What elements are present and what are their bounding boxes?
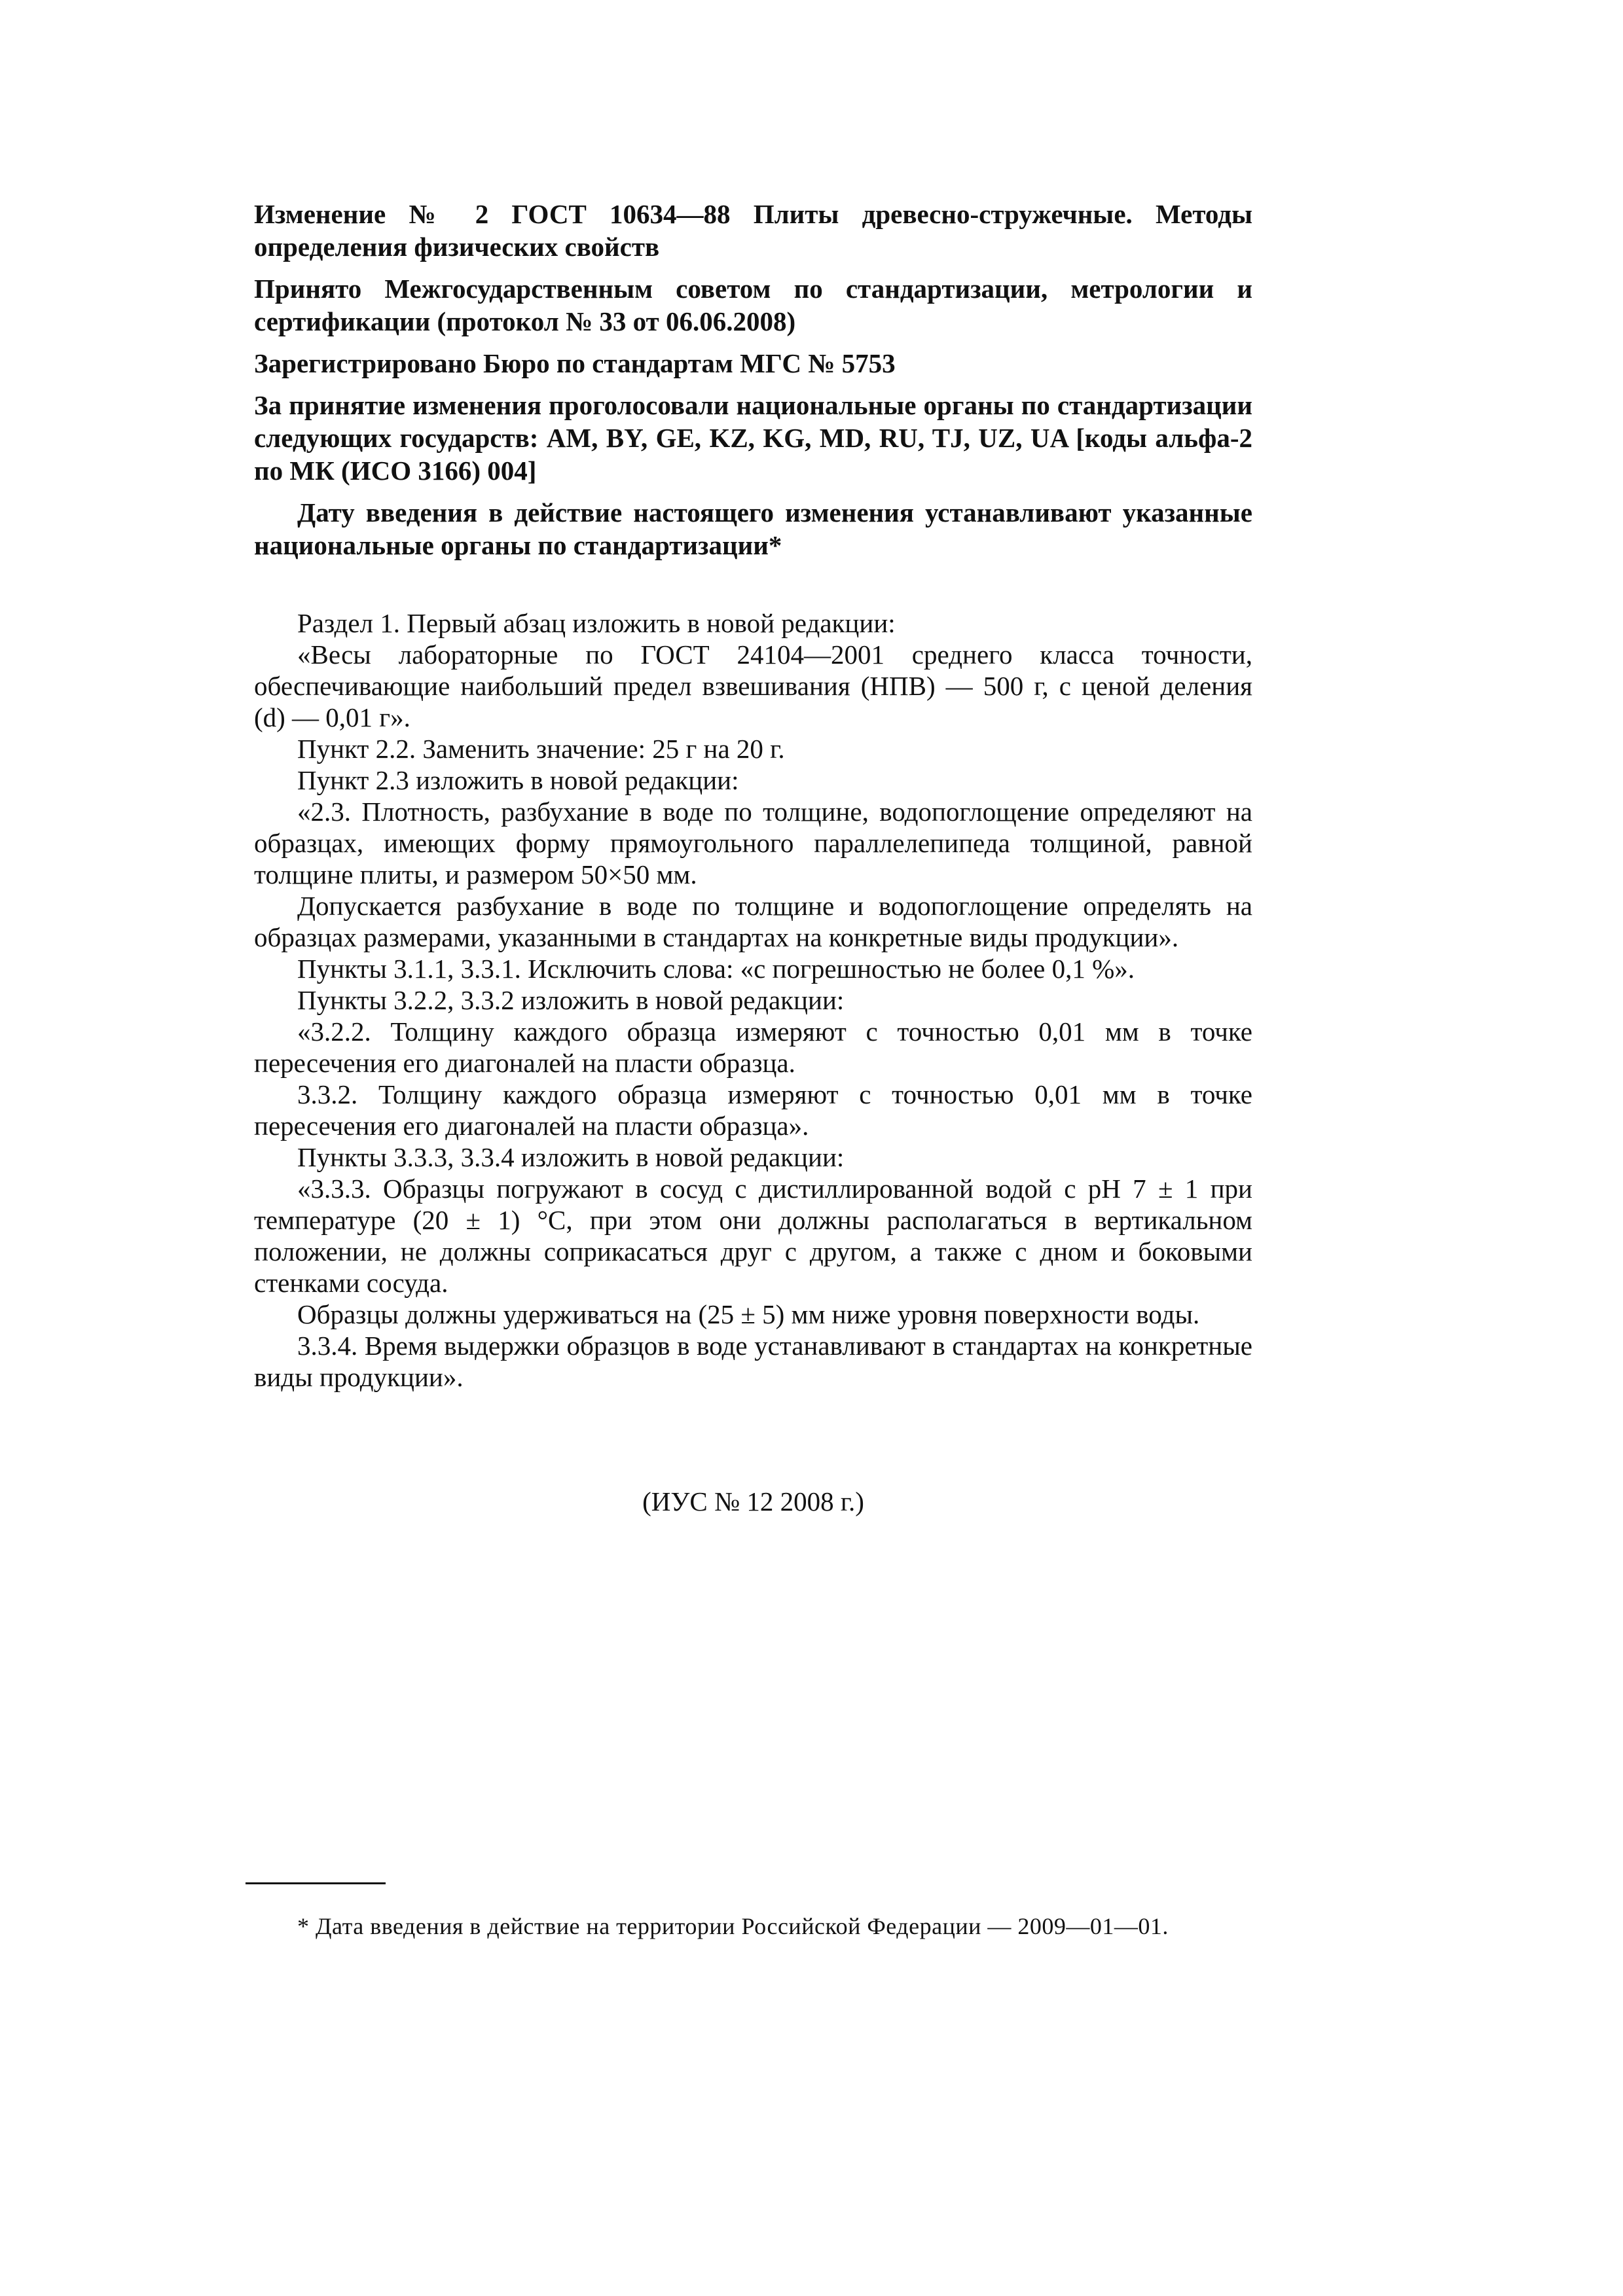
amendment-body <box>254 607 1252 1393</box>
voting-statement: За принятие изменения проголосовали национальные органы по стандартизации следующих государств: AM, BY, GE, KZ, KG, MD, RU, TJ, UZ, UA [коды альфа-2 по МК (ИСО 3166) 004] <box>254 390 1252 486</box>
footnote: * Дата введения в действие на территории Российской Федерации — 2009—01—01. <box>297 1913 1169 1939</box>
body-paragraph: Пункты 3.3.3, 3.3.4 изложить в новой редакции: <box>297 1142 845 1172</box>
effective-date-statement: Дату введения в действие настоящего изменения устанавливают указанные национальные органы по стандартизации* <box>254 497 1252 560</box>
body-paragraph: Пункт 2.3 изложить в новой редакции: <box>297 765 739 795</box>
body-paragraph: «3.2.2. Толщину каждого образца измеряют с точностью 0,01 мм в точке пересечения его диагоналей на пласти образца. <box>254 1016 1252 1078</box>
body-paragraph: Пункт 2.2. Заменить значение: 25 г на 20 г. <box>297 734 785 764</box>
body-paragraph: 3.3.4. Время выдержки образцов в воде устанавливают в стандартах на конкретные виды продукции». <box>254 1331 1252 1392</box>
spacer <box>254 571 1252 607</box>
document-content <box>254 198 1252 1516</box>
registration-statement: Зарегистрировано Бюро по стандартам МГС № 5753 <box>254 348 896 378</box>
adopted-statement: Принято Межгосударственным советом по стандартизации, метрологии и сертификации (протокол № 33 от 06.06.2008) <box>254 274 1252 336</box>
footnote-divider <box>246 1882 386 1884</box>
amendment-title: Изменение № 2 ГОСТ 10634—88 Плиты древесно-стружечные. Методы определения физических свойств <box>254 199 1252 262</box>
body-paragraph: «Весы лабораторные по ГОСТ 24104—2001 среднего класса точности, обеспечивающие наибольший предел взвешивания (НПВ) — 500 г, с ценой деления (d) — 0,01 г». <box>254 639 1252 732</box>
body-paragraph: Пункты 3.1.1, 3.3.1. Исключить слова: «с погрешностью не более 0,1 %». <box>297 954 1135 984</box>
body-paragraph: Раздел 1. Первый абзац изложить в новой редакции: <box>297 608 896 638</box>
body-paragraph: Образцы должны удерживаться на (25 ± 5) мм ниже уровня поверхности воды. <box>297 1299 1200 1329</box>
source-reference: (ИУС № 12 2008 г.) <box>642 1486 864 1516</box>
body-paragraph: «3.3.3. Образцы погружают в сосуд с дистиллированной водой с pH 7 ± 1 при температуре (20 ± 1) °С, при этом они должны располагаться в вертикальном положении, не должны соприкасаться друг с другом, а также с дном и боковыми стенками сосуда. <box>254 1174 1252 1298</box>
body-paragraph: Пункты 3.2.2, 3.3.2 изложить в новой редакции: <box>297 985 845 1015</box>
body-paragraph: Допускается разбухание в воде по толщине и водопоглощение определять на образцах размерами, указанными в стандартах на конкретные виды продукции». <box>254 891 1252 952</box>
body-paragraph: «2.3. Плотность, разбухание в воде по толщине, водопоглощение определяют на образцах, имеющих форму прямоугольного параллелепипеда толщиной, равной толщине плиты, и размером 50×50 мм. <box>254 797 1252 889</box>
body-paragraph: 3.3.2. Толщину каждого образца измеряют с точностью 0,01 мм в точке пересечения его диагоналей на пласти образца». <box>254 1079 1252 1141</box>
